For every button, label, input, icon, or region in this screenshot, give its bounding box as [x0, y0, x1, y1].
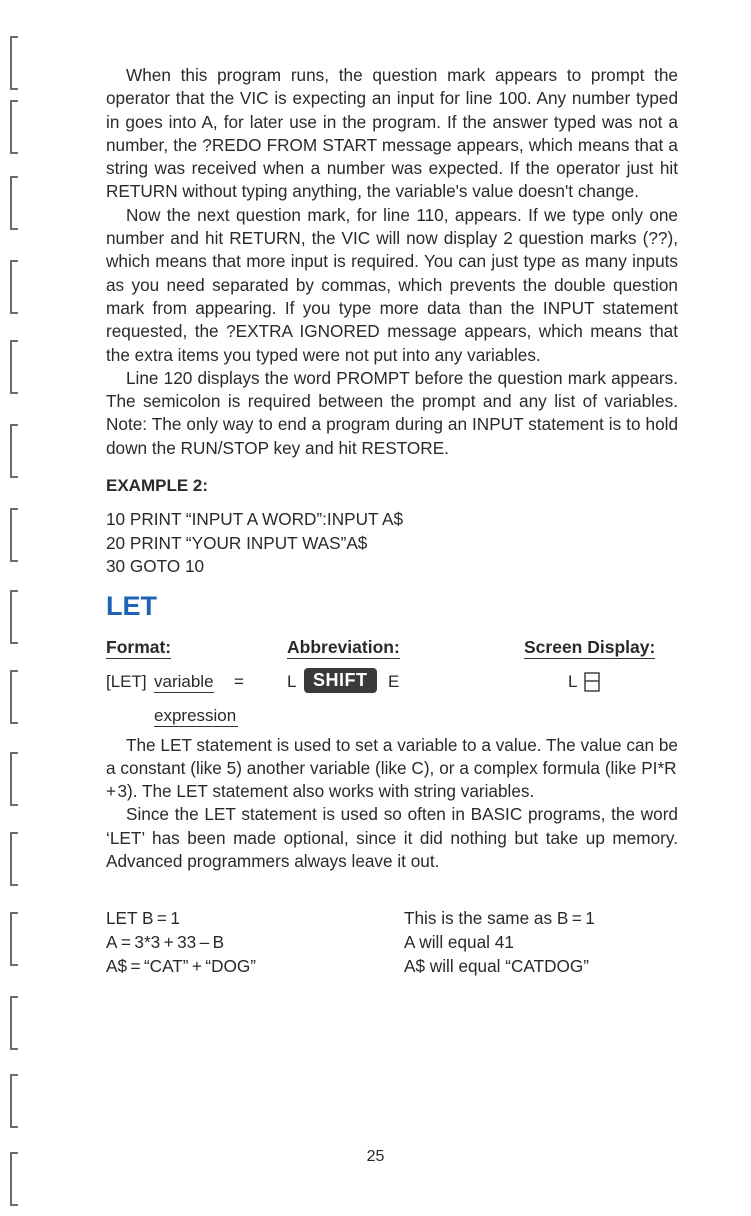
binder-margin	[0, 0, 40, 1216]
body-paragraph-2: Since the LET statement is used so often in BASIC programs, the word ‘LET’ has been made optional, since it did nothing but take up memory. Advanced programmers always leave it out.	[106, 804, 678, 872]
code-line: 10 PRINT “INPUT A WORD”:INPUT A$	[106, 509, 404, 530]
box-glyph-icon	[584, 672, 600, 692]
example-code: LET B = 1	[106, 908, 180, 929]
example-code: A = 3*3 + 33 – B	[106, 932, 225, 953]
format-header-row	[106, 636, 678, 662]
examples-table	[106, 907, 678, 987]
binder-mark	[10, 424, 18, 478]
code-line: 30 GOTO 10	[106, 556, 205, 577]
format-values-row	[106, 668, 678, 734]
intro-paragraph-2: Now the next question mark, for line 110, appears. If we type only one number and hit RETURN, the VIC will now display 2 question marks (??), which means that more input is required. You can just type as many inputs as you need separated by commas, which prevents the double question mark from appearing. If you type more data than the INPUT statement requested, the ?EXTRA IGNORED message appears, which means that the extra items you typed were not put into any variables.	[106, 204, 678, 365]
format-label: Format:	[106, 636, 172, 657]
syntax-variable: variable	[154, 671, 214, 691]
example-desc: A will equal 41	[404, 932, 514, 953]
intro-paragraph-3: Line 120 displays the word PROMPT before the question mark appears. The semicolon is required between the prompt and any list of variables. Note: The only way to end a program during an INPUT statement is to hold down the RUN/STOP key and hit RESTORE.	[106, 367, 678, 458]
syntax-equals: =	[234, 671, 244, 691]
example-heading: EXAMPLE 2:	[106, 476, 209, 496]
binder-mark	[10, 912, 18, 966]
binder-mark	[10, 590, 18, 644]
binder-mark	[10, 996, 18, 1050]
binder-mark	[10, 100, 18, 154]
syntax-prefix: [LET]	[106, 671, 147, 691]
body-paragraph-1: The LET statement is used to set a variable to a value. The value can be a constant (like 5) another variable (like C), or a complex formula (like PI*R + 3). The LET statement also works with string variables.	[106, 734, 678, 802]
shift-key-icon: SHIFT	[304, 668, 377, 693]
intro-paragraph-1: When this program runs, the question mark appears to prompt the operator that the VIC is expecting an input for line 100. Any number typed in goes into A, for later use in the program. If the answer typed was not a number, the ?REDO FROM START message appears, which means that a string was received when a number was expected. If the operator just hit RETURN without typing anything, the variable's value doesn't change.	[106, 65, 678, 202]
abbreviation-label: Abbreviation:	[287, 636, 400, 657]
abbrev-first-letter: L	[287, 671, 297, 691]
page-content	[106, 64, 678, 987]
binder-mark	[10, 260, 18, 314]
binder-mark	[10, 36, 18, 90]
screen-display-label: Screen Display:	[524, 636, 656, 657]
example-code: A$ = “CAT” + “DOG”	[106, 956, 257, 977]
example-desc: This is the same as B = 1	[404, 908, 595, 929]
binder-mark	[10, 340, 18, 394]
example-desc: A$ will equal “CATDOG”	[404, 956, 589, 977]
section-title: LET	[106, 590, 157, 621]
binder-mark	[10, 176, 18, 230]
binder-mark	[10, 670, 18, 724]
binder-mark	[10, 752, 18, 806]
syntax-expression: expression	[154, 705, 237, 725]
screen-char: L	[568, 671, 578, 691]
binder-mark	[10, 508, 18, 562]
binder-mark	[10, 1074, 18, 1128]
page-number: 25	[366, 1148, 385, 1165]
code-line: 20 PRINT “YOUR INPUT WAS”A$	[106, 532, 368, 553]
abbrev-last-letter: E	[388, 671, 400, 691]
binder-mark	[10, 832, 18, 886]
